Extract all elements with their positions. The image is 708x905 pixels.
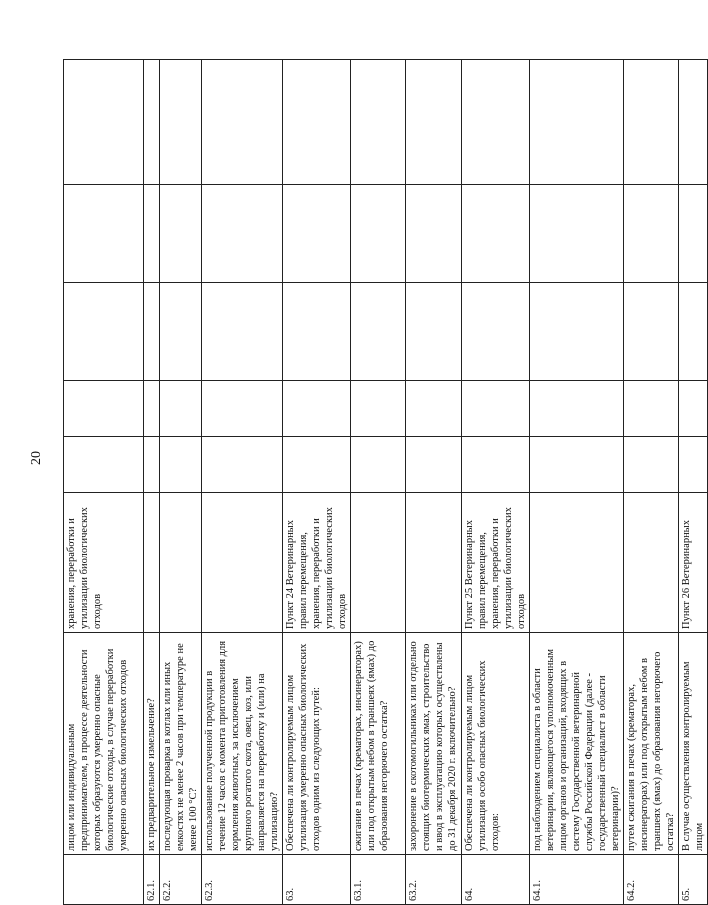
answer-yes-cell[interactable] <box>624 437 679 493</box>
answer-na-cell[interactable] <box>202 283 283 381</box>
row-number: 63.2. <box>406 855 462 905</box>
note-cell[interactable] <box>624 60 679 185</box>
comment-cell[interactable] <box>160 185 202 283</box>
comment-cell[interactable] <box>624 185 679 283</box>
legal-reference <box>351 493 406 633</box>
requirement-text: их предварительное измельчение? <box>144 633 160 855</box>
answer-no-cell[interactable] <box>679 381 708 437</box>
legal-reference <box>202 493 283 633</box>
comment-cell[interactable] <box>679 185 708 283</box>
row-number: 63.1. <box>351 855 406 905</box>
table-row <box>679 60 708 905</box>
page-number: 20 <box>29 451 44 465</box>
answer-yes-cell[interactable] <box>679 437 708 493</box>
legal-reference <box>406 493 462 633</box>
answer-na-cell[interactable] <box>351 283 406 381</box>
requirement-text: лицом или индивидуальным предпринимателем, в процессе деятельности которых образуются умеренно опасные биологические отходы, в случае переработки умеренно опасных биологических отходов <box>64 633 144 855</box>
answer-no-cell[interactable] <box>530 381 624 437</box>
table-row <box>202 60 283 905</box>
comment-cell[interactable] <box>64 185 144 283</box>
answer-no-cell[interactable] <box>283 381 351 437</box>
note-cell[interactable] <box>530 60 624 185</box>
legal-reference: хранения, переработки и утилизации биологических отходов <box>64 493 144 633</box>
legal-reference: Пункт 25 Ветеринарных правил перемещения, хранения, переработки и утилизации биологических отходов <box>462 493 530 633</box>
answer-no-cell[interactable] <box>202 381 283 437</box>
comment-cell[interactable] <box>351 185 406 283</box>
note-cell[interactable] <box>406 60 462 185</box>
legal-reference <box>144 493 160 633</box>
note-cell[interactable] <box>144 60 160 185</box>
table-row <box>351 60 406 905</box>
row-number: 65. <box>679 855 708 905</box>
answer-na-cell[interactable] <box>624 283 679 381</box>
requirement-text: последующая проварка в котлах или иных емкостях не менее 2 часов при температуре не менее 100 °С? <box>160 633 202 855</box>
legal-reference <box>160 493 202 633</box>
answer-na-cell[interactable] <box>406 283 462 381</box>
row-number: 62.1. <box>144 855 160 905</box>
legal-reference: Пункт 24 Ветеринарных правил перемещения, хранения, переработки и утилизации биологических отходов <box>283 493 351 633</box>
table-row <box>283 60 351 905</box>
row-number: 62.2. <box>160 855 202 905</box>
checklist-table-rotated <box>63 60 705 905</box>
answer-na-cell[interactable] <box>144 283 160 381</box>
requirement-text: Обеспечена ли контролируемым лицом утилизация умеренно опасных биологических отходов одним из следующих путей: <box>283 633 351 855</box>
legal-reference <box>530 493 624 633</box>
answer-no-cell[interactable] <box>64 381 144 437</box>
answer-na-cell[interactable] <box>530 283 624 381</box>
answer-na-cell[interactable] <box>160 283 202 381</box>
comment-cell[interactable] <box>406 185 462 283</box>
comment-cell[interactable] <box>202 185 283 283</box>
answer-no-cell[interactable] <box>351 381 406 437</box>
requirement-text: под наблюдением специалиста в области ветеринарии, являющегося уполномоченным лицом органов и организаций, входящих в систему Государственной ветеринарной службы Российской Федерации (далее - государственный специалист в области ветеринарии)? <box>530 633 624 855</box>
answer-yes-cell[interactable] <box>202 437 283 493</box>
requirement-text: путем сжигания в печах (крематорах, инсинераторах) или под открытым небом в траншеях (ямах) до образования негорючего остатка? <box>624 633 679 855</box>
table-row <box>144 60 160 905</box>
answer-yes-cell[interactable] <box>351 437 406 493</box>
note-cell[interactable] <box>679 60 708 185</box>
answer-no-cell[interactable] <box>160 381 202 437</box>
answer-na-cell[interactable] <box>679 283 708 381</box>
table-row <box>64 60 144 905</box>
answer-yes-cell[interactable] <box>283 437 351 493</box>
checklist-table <box>63 59 708 905</box>
table-row <box>406 60 462 905</box>
row-number: 62.3. <box>202 855 283 905</box>
note-cell[interactable] <box>160 60 202 185</box>
comment-cell[interactable] <box>530 185 624 283</box>
answer-na-cell[interactable] <box>283 283 351 381</box>
answer-yes-cell[interactable] <box>144 437 160 493</box>
answer-na-cell[interactable] <box>462 283 530 381</box>
answer-no-cell[interactable] <box>462 381 530 437</box>
comment-cell[interactable] <box>144 185 160 283</box>
row-number: 64.1. <box>530 855 624 905</box>
legal-reference: Пункт 26 Ветеринарных <box>679 493 708 633</box>
row-number: 63. <box>283 855 351 905</box>
table-row <box>624 60 679 905</box>
answer-yes-cell[interactable] <box>406 437 462 493</box>
answer-yes-cell[interactable] <box>462 437 530 493</box>
answer-na-cell[interactable] <box>64 283 144 381</box>
table-row <box>530 60 624 905</box>
requirement-text: сжигание в печах (крематорах, инсинераторах) или под открытым небом в траншеях (ямах) до образования негорючего остатка? <box>351 633 406 855</box>
answer-yes-cell[interactable] <box>64 437 144 493</box>
note-cell[interactable] <box>462 60 530 185</box>
comment-cell[interactable] <box>283 185 351 283</box>
note-cell[interactable] <box>202 60 283 185</box>
row-number <box>64 855 144 905</box>
answer-yes-cell[interactable] <box>530 437 624 493</box>
requirement-text: захоронение в скотомогильниках или отдельно стоящих биотермических ямах, строительство и ввод в эксплуатацию которых осуществлены до 31 декабря 2020 г. включительно? <box>406 633 462 855</box>
answer-no-cell[interactable] <box>144 381 160 437</box>
table-row <box>462 60 530 905</box>
row-number: 64.2. <box>624 855 679 905</box>
answer-no-cell[interactable] <box>624 381 679 437</box>
answer-yes-cell[interactable] <box>160 437 202 493</box>
requirement-text: В случае осуществления контролируемым лицом <box>679 633 708 855</box>
note-cell[interactable] <box>351 60 406 185</box>
answer-no-cell[interactable] <box>406 381 462 437</box>
note-cell[interactable] <box>64 60 144 185</box>
comment-cell[interactable] <box>462 185 530 283</box>
row-number: 64. <box>462 855 530 905</box>
requirement-text: использование полученной продукции в течение 12 часов с момента приготовления для кормления животных, за исключением крупного рогатого скота, овец, коз, или направляется на переработку и (или) на утилизацию? <box>202 633 283 855</box>
legal-reference <box>624 493 679 633</box>
table-row <box>160 60 202 905</box>
note-cell[interactable] <box>283 60 351 185</box>
requirement-text: Обеспечена ли контролируемым лицом утилизация особо опасных биологических отходов: <box>462 633 530 855</box>
